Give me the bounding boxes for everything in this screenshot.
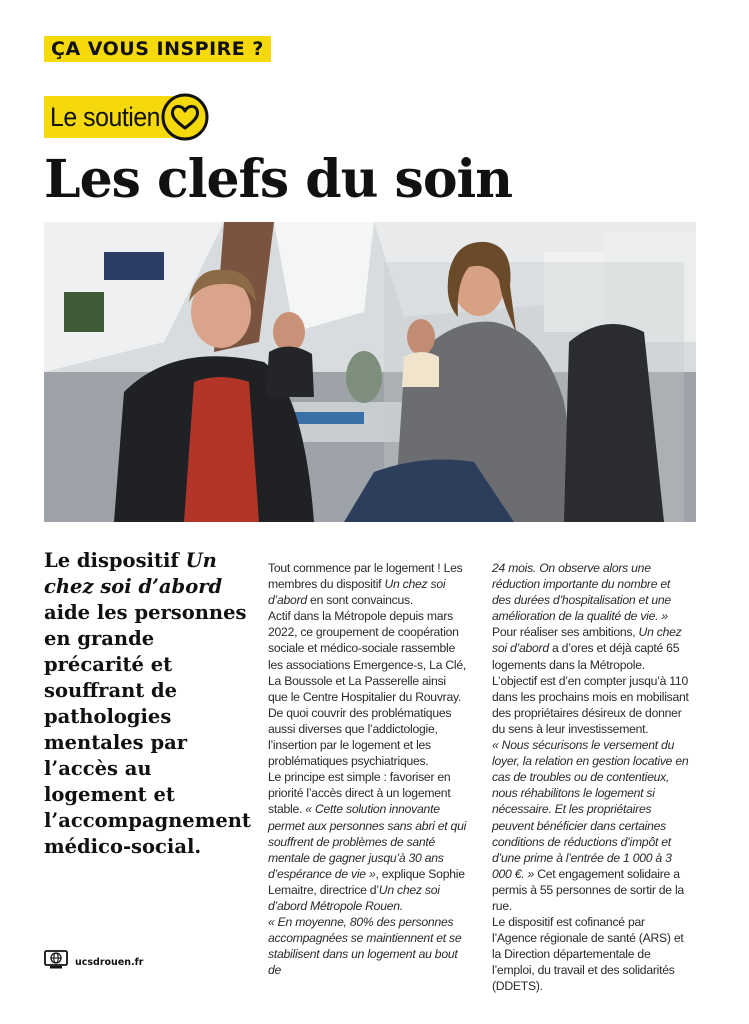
body-column-3: [492, 560, 692, 995]
lead-paragraph: [44, 548, 250, 860]
footer-url[interactable]: ucsdrouen.fr: [75, 957, 144, 968]
lead-italic: Un chez soi d’abord: [44, 549, 223, 598]
article-title: Les clefs du soin: [44, 149, 513, 210]
body-paragraph: [268, 560, 468, 608]
body-paragraph: [268, 769, 468, 914]
body-paragraph: [492, 624, 692, 737]
web-globe-icon: [44, 950, 68, 975]
heart-icon: [160, 92, 210, 142]
body-text: , explique Sophie Lemaitre, directrice d’: [268, 866, 465, 897]
section-kicker: ÇA VOUS INSPIRE ?: [44, 36, 271, 62]
body-paragraph: [492, 737, 692, 914]
lead-part1: Le dispositif: [44, 549, 179, 572]
body-text: Le dispositif est cofinancé par l’Agence régionale de santé (ARS) et la Direction départementale de l’emploi, du travail et des solidarités (DDETS).: [492, 915, 684, 994]
body-paragraph: [268, 608, 468, 769]
rubric-label-box: [44, 96, 178, 138]
italic-quote: Un chez soi d’abord Métropole Rouen.: [268, 882, 440, 913]
body-text: en sont convaincus.: [306, 593, 414, 608]
italic-quote: « Cette solution innovante permet aux personnes sans abri et qui souffrent de problèmes de santé mentale de gagner jusqu’à 30 ans d’espérance de vie »: [268, 802, 467, 881]
italic-quote: « Nous sécurisons le versement du loyer, la relation en gestion locative en cas de troubles ou de contentieux, nous réhabilitons le logement si nécessaire. Et les propriétaires peuvent bénéficier dans certaines conditions de réductions d’impôt et d’une prime à l’entrée de 1 000 à 3 000 €. »: [492, 738, 689, 881]
italic-quote: Un chez soi d’abord: [492, 625, 682, 656]
body-paragraph: [268, 914, 468, 978]
body-paragraph: [492, 560, 692, 624]
italic-quote: 24 mois. On observe alors une réduction importante du nombre et des durées d’hospitalisation et une amélioration de la qualité de vie. »: [492, 561, 671, 624]
italic-quote: Un chez soi d’abord: [268, 577, 446, 608]
body-text: Actif dans la Métropole depuis mars 2022, ce groupement de coopération sociale et médico-sociale rassemble les associations Emergence-s, La Clé, La Boussole et La Passerelle ainsi que le Centre Hospitalier du Rouvray. De quoi couvrir des problématiques aussi diverses que l’addictologie, l’insertion par le logement et les problématiques psychiatriques.: [268, 609, 467, 769]
body-text: Cet engagement solidaire a permis à 55 personnes de sortir de la rue.: [492, 866, 684, 913]
body-text: Tout commence par le logement ! Les membres du dispositif: [268, 561, 463, 592]
body-paragraph: [492, 914, 692, 994]
lead-part2: aide les personnes en grande précarité et souffrant de pathologies mentales par l’accès au logement et l’accompagnement médico-social.: [44, 601, 251, 858]
italic-quote: « En moyenne, 80% des personnes accompagnées se maintiennent et se stabilisent dans un logement au bout de: [268, 915, 462, 978]
body-text: a d’ores et déjà capté 65 logements dans la Métropole. L’objectif est d’en compter jusqu’à 110 dans les prochains mois en mobilisant des propriétaires désireux de donner du sens à leur investissement.: [492, 641, 689, 736]
body-column-2: [268, 560, 468, 978]
rubric-label: Le soutien: [50, 101, 161, 132]
body-text: Le principe est simple : favoriser en priorité l’accès direct à un logement stable.: [268, 770, 451, 817]
article-photo: [44, 222, 696, 522]
body-text: Pour réaliser ses ambitions,: [492, 625, 639, 640]
footer: [44, 950, 143, 975]
